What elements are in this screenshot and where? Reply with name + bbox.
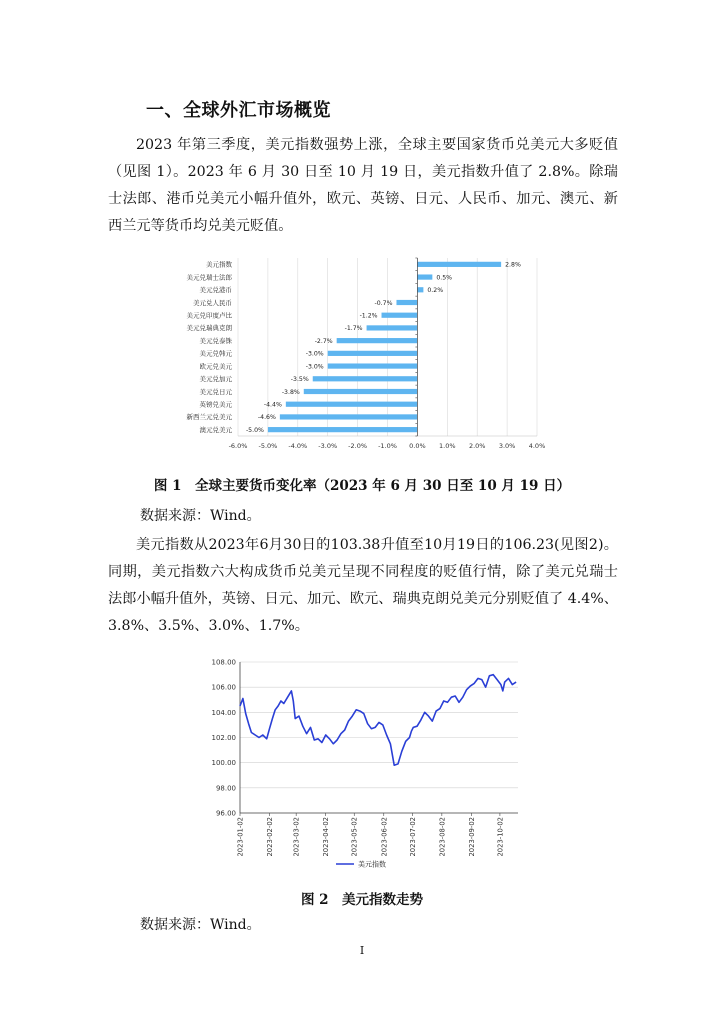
x-tick-label: 1.0% — [439, 442, 456, 450]
x-tick-label: 2.0% — [468, 442, 486, 450]
category-label: 欧元兑美元 — [199, 362, 232, 371]
data-label: 0.2% — [427, 287, 444, 295]
x-tick-label: 2023-08-02 — [438, 817, 447, 857]
category-label: 英镑兑美元 — [199, 400, 232, 409]
legend-label: 美元指数 — [358, 860, 386, 869]
bar — [328, 363, 418, 368]
series-line-dollar-index — [240, 675, 516, 766]
x-tick-label: 2023-04-02 — [322, 817, 331, 857]
x-tick-label: 0.0% — [409, 442, 426, 450]
category-label: 澳元兑美元 — [199, 425, 232, 434]
category-label: 美元兑人民币 — [193, 298, 232, 307]
bar — [382, 313, 418, 318]
page-number: I — [359, 944, 365, 957]
data-label: -5.0% — [245, 426, 264, 434]
bar — [417, 262, 501, 267]
data-label: 2.8% — [505, 261, 521, 269]
bar — [304, 389, 418, 394]
y-tick-label: 102.00 — [211, 734, 236, 742]
paragraph-2: 美元指数从2023年6月30日的103.38升值至10月19日的106.23(见图2)。同期，美元指数六大构成货币兑美元呈现不同程度的贬值行情，除了美元兑瑞士法郎小幅升值外，英镑、日元、加元、欧元、瑞典克朗兑美元分别贬值了 4.4%、3.8%、3.5%、3.0%、1.7%。 — [108, 537, 618, 634]
y-tick-label: 108.00 — [211, 658, 236, 667]
bar — [417, 274, 432, 279]
figure-1-caption: 图 1 全球主要货币变化率（2023 年 6 月 30 日至 10 月 19 日） — [153, 478, 571, 494]
x-tick-label: 2023-03-02 — [292, 817, 301, 857]
figure-2-source: 数据来源：Wind。 — [140, 917, 261, 933]
x-tick-label: -1.0% — [378, 442, 397, 450]
y-tick-label: 96.00 — [215, 809, 236, 818]
x-tick-label: 2023-07-02 — [408, 817, 417, 857]
figure-2-caption: 图 2 美元指数走势 — [300, 892, 424, 908]
bar — [396, 300, 417, 305]
x-tick-label: 2023-02-02 — [266, 817, 275, 857]
data-label: -3.0% — [305, 350, 324, 358]
y-tick-label: 104.00 — [211, 708, 236, 717]
bar — [417, 287, 423, 292]
bar — [328, 351, 418, 356]
bar — [367, 325, 418, 330]
x-tick-label: 2023-05-02 — [350, 817, 359, 857]
data-label: 0.5% — [436, 274, 453, 282]
data-label: -1.2% — [359, 312, 378, 320]
category-label: 美元兑泰铢 — [199, 336, 232, 345]
category-label: 美元兑韩元 — [199, 349, 232, 358]
x-tick-label: -4.0% — [288, 442, 308, 450]
x-tick-label: 2023-01-02 — [236, 817, 245, 857]
x-tick-label: 2023-10-02 — [496, 817, 505, 857]
bar — [280, 414, 418, 419]
section-heading: 一、全球外汇市场概览 — [146, 100, 331, 121]
category-label: 美元兑瑞士法郎 — [186, 273, 232, 282]
bar — [286, 402, 418, 407]
dollar-index-line-chart — [196, 652, 532, 874]
bar — [268, 427, 418, 432]
x-tick-label: -3.0% — [318, 442, 338, 450]
x-tick-label: 3.0% — [498, 442, 516, 450]
x-tick-label: 2023-09-02 — [467, 817, 476, 857]
data-label: -3.5% — [290, 376, 309, 384]
x-tick-label: 2023-06-02 — [380, 817, 389, 857]
data-label: -4.4% — [263, 401, 282, 409]
data-label: -2.7% — [314, 337, 333, 345]
bar — [313, 376, 418, 381]
y-tick-label: 98.00 — [215, 784, 236, 793]
data-label: -3.8% — [281, 388, 300, 396]
category-label: 美元兑加元 — [199, 375, 232, 384]
x-tick-label: -2.0% — [348, 442, 368, 450]
x-tick-label: 4.0% — [528, 442, 546, 450]
data-label: -0.7% — [374, 299, 393, 307]
y-tick-label: 100.00 — [211, 759, 236, 768]
data-label: -1.7% — [344, 325, 363, 333]
category-label: 美元兑印度卢比 — [186, 311, 232, 320]
category-label: 美元兑港币 — [199, 286, 232, 295]
x-tick-label: -5.0% — [258, 442, 278, 450]
paragraph-1: 2023 年第三季度，美元指数强势上涨，全球主要国家货币兑美元大多贬值（见图 1）。2023 年 6 月 30 日至 10 月 19 日，美元指数升值了 2.8%。除瑞士法郎、港币兑美元小幅升值外，欧元、英镑、日元、人民币、加元、澳元、新西兰元等货币均兑美元贬值。 — [108, 137, 618, 234]
currency-change-bar-chart — [160, 252, 560, 462]
x-tick-label: -6.0% — [228, 442, 248, 450]
data-label: -4.6% — [257, 414, 276, 422]
y-tick-label: 106.00 — [211, 683, 236, 692]
data-label: -3.0% — [305, 363, 324, 371]
bar — [337, 338, 418, 343]
category-label: 美元兑日元 — [199, 387, 232, 396]
figure-1-source: 数据来源：Wind。 — [140, 508, 261, 524]
category-label: 美元兑瑞典克朗 — [186, 324, 232, 333]
category-label: 美元指数 — [206, 260, 232, 269]
category-label: 新西兰元兑美元 — [186, 413, 232, 422]
